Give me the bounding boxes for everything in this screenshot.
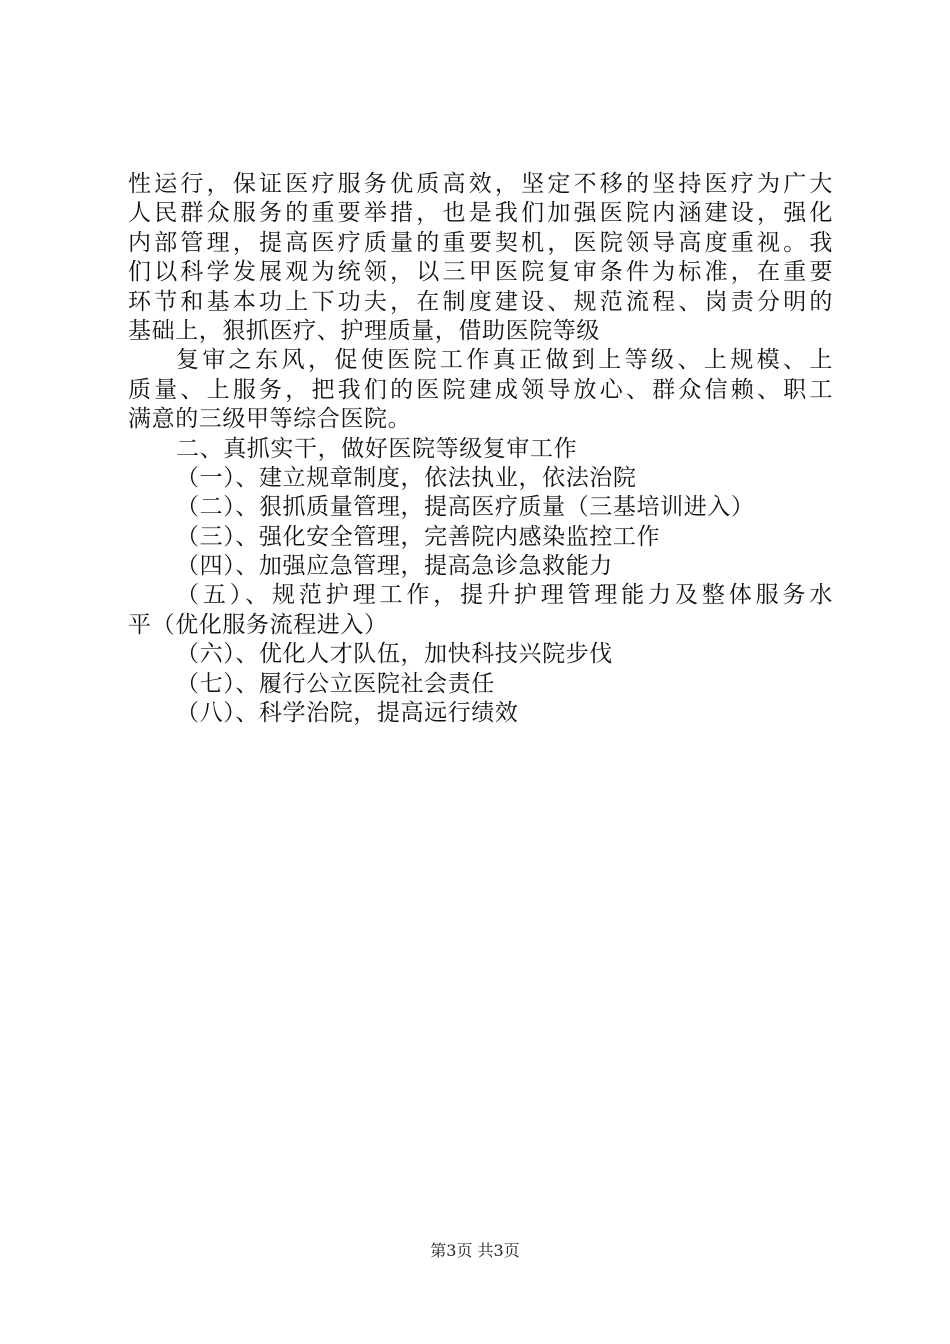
paragraph-line: 内部管理，提高医疗质量的重要契机，医院领导高度重视。我 [128,229,833,256]
list-item: （八）、科学治院，提高远行绩效 [176,700,519,727]
list-item: （三）、强化安全管理，完善院内感染监控工作 [176,523,661,550]
paragraph-line: 人民群众服务的重要举措，也是我们加强医院内涵建设，强化 [128,200,833,227]
list-item: （六）、优化人才队伍，加快科技兴院步伐 [176,641,613,668]
paragraph-line: 满意的三级甲等综合医院。 [128,406,412,433]
paragraph-line: 环节和基本功上下功夫，在制度建设、规范流程、岗责分明的 [128,288,833,315]
paragraph-line: 性运行，保证医疗服务优质高效，坚定不移的坚持医疗为广大 [128,171,833,197]
list-item: （七）、履行公立医院社会责任 [176,670,495,697]
list-item: （四）、加强应急管理，提高急诊急救能力 [176,553,613,580]
page-number-footer: 第3页 共3页 [430,1241,520,1260]
list-item-continuation: 平（优化服务流程进入） [128,611,388,638]
document-body [128,170,833,728]
paragraph-line: 质量、上服务，把我们的医院建成领导放心、群众信赖、职工 [128,376,833,403]
section-heading: 二、真抓实干，做好医院等级复审工作 [176,435,578,462]
list-item: （一）、建立规章制度，依法执业，依法治院 [176,464,637,491]
paragraph-line: 们以科学发展观为统领，以三甲医院复审条件为标准，在重要 [128,259,833,286]
list-item: （二）、狠抓质量管理，提高医疗质量（三基培训进入） [176,494,755,521]
paragraph-line: 基础上，狠抓医疗、护理质量，借助医院等级 [128,317,600,344]
list-item: （五）、规范护理工作，提升护理管理能力及整体服务水 [176,582,833,609]
paragraph-line: 复审之东风，促使医院工作真正做到上等级、上规模、上 [176,347,833,374]
